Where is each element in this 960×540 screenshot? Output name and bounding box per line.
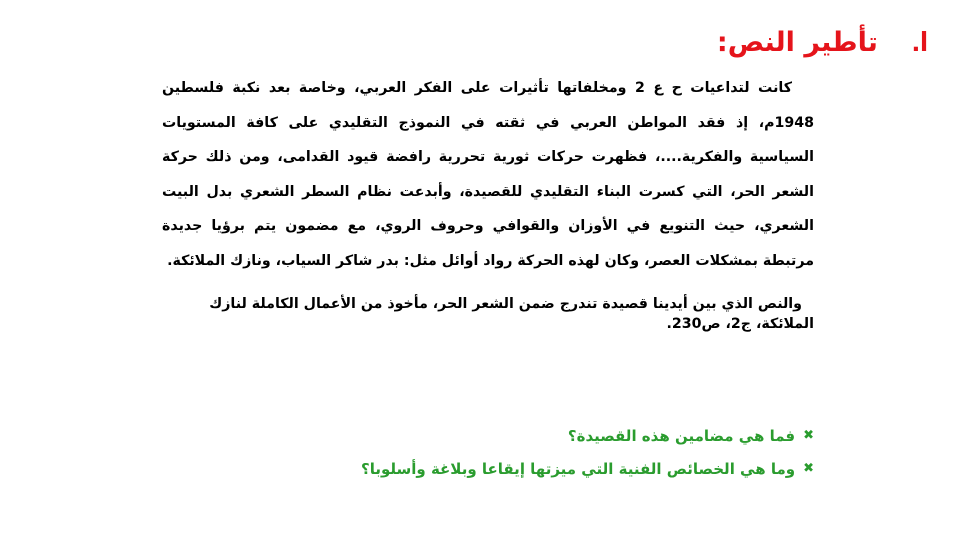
x-bullet-icon: ✖: [803, 461, 814, 476]
questions-list: [162, 424, 814, 490]
section-number: I.: [911, 26, 928, 58]
section-heading: [717, 26, 928, 59]
question-text: فما هي مضامين هذه القصيدة؟: [567, 427, 796, 445]
intro-paragraph: كانت لتداعيات ح ع 2 ومخلفاتها تأثيرات على الفكر العربي، وخاصة بعد نكبة فلسطين 1948م، إذ فقد المواطن العربي في ثقته في النموذج التقليدي على كافة المستويات السياسية والفكرية....، فظهرت حركات ثورية تحررية رافضة قيود القدامى، ومن ذلك حركة الشعر الحر، التي كسرت البناء التقليدي للقصيدة، وأبدعت نظام السطر الشعري بدل البيت الشعري، حيث التنويع في الأوزان والقوافي وحروف الروي، مع مضمون يتم برؤيا جديدة مرتبطة بمشكلات العصر، وكان لهذه الحركة رواد أوائل مثل: بدر شاكر السياب، ونازك الملائكة.: [162, 80, 814, 269]
question-text: وما هي الخصائص الفنية التي ميزتها إيقاعا وبلاغة وأسلوبا؟: [361, 460, 796, 478]
list-item: [162, 424, 814, 448]
section-title: تأطير النص:: [716, 27, 878, 58]
list-item: [162, 457, 814, 481]
x-bullet-icon: ✖: [803, 428, 814, 443]
body-text: [162, 71, 814, 335]
source-paragraph: والنص الذي بين أيدينا قصيدة تندرج ضمن الشعر الحر، مأخوذ من الأعمال الكاملة لنازك الملائكة، ج2، ص230.: [209, 295, 814, 333]
